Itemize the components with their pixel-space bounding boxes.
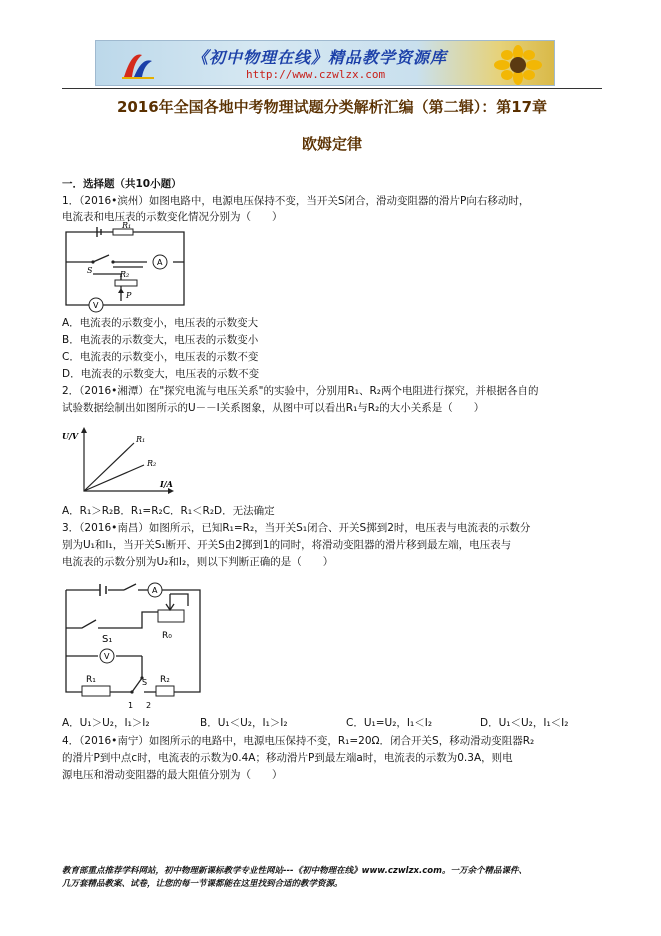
q4-stem-line3: 源电压和滑动变阻器的最大阻值分别为（ ） [62, 769, 283, 781]
q1-option-b: B．电流表的示数变大，电压表的示数变小 [62, 334, 259, 346]
q3-option-b: B．U₁＜U₂，I₁＞I₂ [200, 717, 288, 729]
q2-x-axis-label: I/A [160, 479, 173, 489]
section-heading: 一．选择题（共10小题） [62, 178, 182, 190]
page-title: 2016年全国各地中考物理试题分类解析汇编（第二辑）：第17章 [116, 98, 548, 116]
q2-stem-line2: 试验数据绘制出如图所示的U－－I关系图象，从图中可以看出R₁与R₂的大小关系是（ ） [62, 402, 485, 414]
q1-label-s: S [87, 266, 93, 275]
q2-stem-line1: 2．（2016•湘潭）在"探究电流与电压关系"的实验中，分别用R₁、R₂两个电阻进行探究，并根据各自的 [62, 385, 539, 397]
q3-stem-line2: 别为U₁和I₁，当开关S₁断开、开关S由2掷到1的同时，将滑动变阻器的滑片移到最左端，电压表与 [62, 539, 512, 551]
q3-label-pos2: 2 [146, 701, 152, 710]
footer-line2: 几万套精品教案、试卷，让您的每一节课都能在这里找到合适的教学资源。 [62, 879, 343, 889]
q1-label-p: P [126, 291, 132, 300]
site-logo-icon [120, 47, 156, 81]
q1-circuit-diagram [63, 221, 189, 311]
q4-stem-line1: 4．（2016•南宁）如图所示的电路中，电源电压保持不变，R₁=20Ω．闭合开关S，移动滑动变阻器R₂ [62, 735, 535, 747]
q4-stem-line2: 的滑片P到中点c时，电流表的示数为0.4A；移动滑片P到最左端a时，电流表的示数为0.3A，则电 [62, 752, 513, 764]
header-divider [62, 88, 602, 89]
q1-label-r2: R₂ [120, 270, 130, 279]
site-name: 《初中物理在线》精品教学资源库 [192, 48, 448, 67]
q3-stem-line3: 电流表的示数分别为U₂和I₂，则以下判断正确的是（ ） [62, 556, 334, 568]
q1-option-c: C．电流表的示数变小，电压表的示数不变 [62, 351, 259, 363]
q3-label-s: S [142, 678, 148, 687]
sunflower-icon [488, 45, 548, 85]
q3-label-r1: R₁ [86, 675, 96, 685]
q1-stem-line1: 1．（2016•滨州）如图电路中，电源电压保持不变，当开关S闭合，滑动变阻器的滑片P向右移动时， [62, 195, 530, 207]
q2-line-label-r1: R₁ [136, 435, 146, 444]
q1-option-d: D．电流表的示数变大，电压表的示数不变 [62, 368, 260, 380]
q2-ui-graph [62, 425, 182, 497]
q2-options: A．R₁＞R₂B．R₁=R₂C．R₁＜R₂D．无法确定 [62, 505, 275, 517]
q3-label-s1: S₁ [102, 634, 113, 645]
q1-label-r1: R₁ [122, 221, 132, 230]
page-subtitle: 欧姆定律 [301, 135, 362, 153]
q2-y-axis-label: U/V [62, 431, 79, 441]
q1-ammeter-label: A [157, 258, 163, 267]
q3-option-c: C．U₁=U₂，I₁＜I₂ [346, 717, 433, 729]
q3-stem-line1: 3．（2016•南昌）如图所示，已知R₁=R₂，当开关S₁闭合、开关S掷到2时，电压表与电流表的示数分 [62, 522, 531, 534]
q3-circuit-diagram [62, 582, 212, 712]
page-footer [62, 865, 602, 891]
q3-label-r2: R₂ [160, 675, 170, 685]
q1-option-a: A．电流表的示数变小，电压表的示数变大 [62, 317, 259, 329]
q3-label-r0: R₀ [162, 631, 172, 641]
q3-ammeter-label: A [152, 586, 158, 595]
q1-voltmeter-label: V [93, 301, 99, 310]
site-url[interactable]: http://www.czwlzx.com [246, 68, 386, 81]
q2-line-label-r2: R₂ [147, 459, 157, 468]
footer-line1: 教育部重点推荐学科网站，初中物理新课标教学专业性网站---《初中物理在线》www.czwlzx.com。一万余个精品课件、 [62, 866, 527, 876]
q3-option-d: D．U₁＜U₂，I₁＜I₂ [480, 717, 569, 729]
q3-option-a: A．U₁＞U₂，I₁＞I₂ [62, 717, 150, 729]
q3-voltmeter-label: V [104, 652, 110, 661]
q3-label-pos1: 1 [128, 701, 134, 710]
q1-stem-line2: 电流表和电压表的示数变化情况分别为（ ） [62, 211, 283, 223]
site-banner [95, 40, 555, 86]
